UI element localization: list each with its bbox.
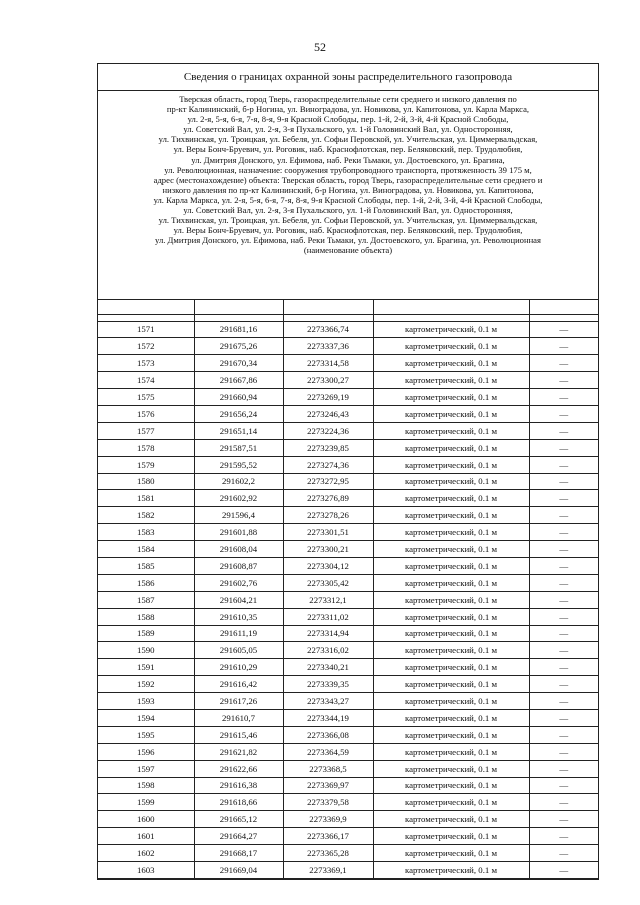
accuracy-cell: — [529, 524, 598, 541]
x-coordinate-cell: 291660,94 [194, 389, 283, 406]
point-number-cell: 1588 [98, 608, 194, 625]
accuracy-cell: — [529, 338, 598, 355]
point-number-cell: 1579 [98, 456, 194, 473]
y-coordinate-cell: 2273366,74 [283, 321, 373, 338]
y-coordinate-cell: 2273301,51 [283, 524, 373, 541]
accuracy-cell: — [529, 608, 598, 625]
point-number-cell: 1577 [98, 422, 194, 439]
accuracy-cell: — [529, 642, 598, 659]
description-line: низкого давления по пр-кт Калининский, б-р Ногина, ул. Виноградова, ул. Новикова, ул. Капитонова, [162, 184, 534, 195]
method-cell: картометрический, 0.1 м [373, 608, 529, 625]
x-coordinate-cell: 291608,87 [194, 557, 283, 574]
table-row [98, 743, 598, 760]
method-cell: картометрический, 0.1 м [373, 845, 529, 862]
accuracy-cell: — [529, 456, 598, 473]
method-cell: картометрический, 0.1 м [373, 372, 529, 389]
x-coordinate-cell: 291611,19 [194, 625, 283, 642]
description-line: ул. Советский Вал, ул. 2-я, 3-я Пухальского, ул. 1-й Головинский Вал, ул. Односторонняя, [183, 205, 513, 216]
table-row [98, 473, 598, 490]
table-row [98, 490, 598, 507]
accuracy-cell: — [529, 760, 598, 777]
point-number-cell: 1593 [98, 693, 194, 710]
point-number-cell: 1598 [98, 777, 194, 794]
accuracy-cell: — [529, 743, 598, 760]
y-coordinate-cell: 2273364,59 [283, 743, 373, 760]
x-coordinate-cell: 291595,52 [194, 456, 283, 473]
method-cell: картометрический, 0.1 м [373, 862, 529, 879]
y-coordinate-cell: 2273339,35 [283, 676, 373, 693]
y-coordinate-cell: 2273272,95 [283, 473, 373, 490]
point-number-cell: 1575 [98, 389, 194, 406]
point-number-cell: 1597 [98, 760, 194, 777]
accuracy-cell: — [529, 372, 598, 389]
y-coordinate-cell: 2273343,27 [283, 693, 373, 710]
point-number-cell: 1601 [98, 828, 194, 845]
x-coordinate-cell: 291670,34 [194, 355, 283, 372]
method-cell: картометрический, 0.1 м [373, 574, 529, 591]
point-number-cell: 1589 [98, 625, 194, 642]
table-row [98, 574, 598, 591]
header-cell [283, 314, 373, 321]
y-coordinate-cell: 2273304,12 [283, 557, 373, 574]
accuracy-cell: — [529, 574, 598, 591]
accuracy-cell: — [529, 726, 598, 743]
point-number-cell: 1574 [98, 372, 194, 389]
object-description [98, 91, 598, 300]
point-number-cell: 1572 [98, 338, 194, 355]
table-row [98, 777, 598, 794]
table-row [98, 794, 598, 811]
header-cell [283, 300, 373, 314]
x-coordinate-cell: 291622,66 [194, 760, 283, 777]
accuracy-cell: — [529, 473, 598, 490]
method-cell: картометрический, 0.1 м [373, 422, 529, 439]
header-cell [98, 314, 194, 321]
point-number-cell: 1599 [98, 794, 194, 811]
description-line: адрес (местонахождение) объекта: Тверская область, город Тверь, газораспределительные сети среднего и [153, 174, 543, 185]
y-coordinate-cell: 2273314,94 [283, 625, 373, 642]
y-coordinate-cell: 2273224,36 [283, 422, 373, 439]
table-row [98, 760, 598, 777]
accuracy-cell: — [529, 422, 598, 439]
accuracy-cell: — [529, 828, 598, 845]
x-coordinate-cell: 291667,86 [194, 372, 283, 389]
accuracy-cell: — [529, 405, 598, 422]
x-coordinate-cell: 291608,04 [194, 541, 283, 558]
accuracy-cell: — [529, 676, 598, 693]
method-cell: картометрический, 0.1 м [373, 338, 529, 355]
method-cell: картометрический, 0.1 м [373, 693, 529, 710]
y-coordinate-cell: 2273278,26 [283, 507, 373, 524]
accuracy-cell: — [529, 811, 598, 828]
header-cell [373, 314, 529, 321]
table-row [98, 811, 598, 828]
y-coordinate-cell: 2273365,28 [283, 845, 373, 862]
table-row [98, 693, 598, 710]
y-coordinate-cell: 2273337,36 [283, 338, 373, 355]
description-line: ул. Дмитрия Донского, ул. Ефимова, наб. Реки Тьмаки, ул. Достоевского, ул. Брагина, ул. Революционная [155, 235, 541, 246]
accuracy-cell: — [529, 777, 598, 794]
header-cell [529, 300, 598, 314]
method-cell: картометрический, 0.1 м [373, 777, 529, 794]
description-line: ул. Тихвинская, ул. Троицкая, ул. Бебеля, ул. Софьи Перовской, ул. Учительская, ул. Циммервальдская, [158, 215, 538, 226]
method-cell: картометрический, 0.1 м [373, 473, 529, 490]
accuracy-cell: — [529, 389, 598, 406]
table-row [98, 338, 598, 355]
point-number-cell: 1592 [98, 676, 194, 693]
method-cell: картометрический, 0.1 м [373, 676, 529, 693]
y-coordinate-cell: 2273246,43 [283, 405, 373, 422]
x-coordinate-cell: 291615,46 [194, 726, 283, 743]
y-coordinate-cell: 2273340,21 [283, 659, 373, 676]
point-number-cell: 1580 [98, 473, 194, 490]
point-number-cell: 1594 [98, 709, 194, 726]
y-coordinate-cell: 2273369,1 [283, 862, 373, 879]
table-row [98, 405, 598, 422]
accuracy-cell: — [529, 794, 598, 811]
y-coordinate-cell: 2273311,02 [283, 608, 373, 625]
x-coordinate-cell: 291651,14 [194, 422, 283, 439]
y-coordinate-cell: 2273344,19 [283, 709, 373, 726]
table-row [98, 507, 598, 524]
accuracy-cell: — [529, 659, 598, 676]
method-cell: картометрический, 0.1 м [373, 389, 529, 406]
x-coordinate-cell: 291617,26 [194, 693, 283, 710]
document-table [97, 63, 599, 880]
document-title: Сведения о границах охранной зоны распределительного газопровода [98, 64, 598, 91]
x-coordinate-cell: 291610,35 [194, 608, 283, 625]
point-number-cell: 1602 [98, 845, 194, 862]
x-coordinate-cell: 291665,12 [194, 811, 283, 828]
table-row [98, 541, 598, 558]
y-coordinate-cell: 2273379,58 [283, 794, 373, 811]
header-cell [373, 300, 529, 314]
method-cell: картометрический, 0.1 м [373, 760, 529, 777]
accuracy-cell: — [529, 321, 598, 338]
x-coordinate-cell: 291618,66 [194, 794, 283, 811]
x-coordinate-cell: 291596,4 [194, 507, 283, 524]
y-coordinate-cell: 2273274,36 [283, 456, 373, 473]
x-coordinate-cell: 291610,29 [194, 659, 283, 676]
accuracy-cell: — [529, 709, 598, 726]
point-number-cell: 1603 [98, 862, 194, 879]
table-header-row [98, 300, 598, 314]
x-coordinate-cell: 291602,92 [194, 490, 283, 507]
table-row [98, 625, 598, 642]
y-coordinate-cell: 2273366,17 [283, 828, 373, 845]
method-cell: картометрический, 0.1 м [373, 591, 529, 608]
method-cell: картометрический, 0.1 м [373, 541, 529, 558]
y-coordinate-cell: 2273369,9 [283, 811, 373, 828]
description-line: Тверская область, город Тверь, газораспределительные сети среднего и низкого давления по [179, 94, 517, 104]
table-row [98, 608, 598, 625]
point-number-cell: 1586 [98, 574, 194, 591]
x-coordinate-cell: 291616,42 [194, 676, 283, 693]
x-coordinate-cell: 291602,2 [194, 473, 283, 490]
coordinates-table [98, 300, 598, 879]
x-coordinate-cell: 291604,21 [194, 591, 283, 608]
y-coordinate-cell: 2273239,85 [283, 439, 373, 456]
y-coordinate-cell: 2273368,5 [283, 760, 373, 777]
x-coordinate-cell: 291664,27 [194, 828, 283, 845]
header-cell [529, 314, 598, 321]
description-line: ул. Тихвинская, ул. Троицкая, ул. Бебеля, ул. Софьи Перовской, ул. Учительская, ул. Циммервальдская, [158, 134, 538, 145]
method-cell: картометрический, 0.1 м [373, 439, 529, 456]
accuracy-cell: — [529, 507, 598, 524]
point-number-cell: 1587 [98, 591, 194, 608]
method-cell: картометрический, 0.1 м [373, 743, 529, 760]
table-row [98, 557, 598, 574]
point-number-cell: 1581 [98, 490, 194, 507]
method-cell: картометрический, 0.1 м [373, 726, 529, 743]
table-row [98, 659, 598, 676]
header-cell [194, 314, 283, 321]
method-cell: картометрический, 0.1 м [373, 405, 529, 422]
point-number-cell: 1591 [98, 659, 194, 676]
y-coordinate-cell: 2273314,58 [283, 355, 373, 372]
description-line: ул. Революционная, назначение: сооружения трубопроводного транспорта, протяженность 39 175 м, [164, 164, 532, 175]
point-number-cell: 1583 [98, 524, 194, 541]
table-row [98, 591, 598, 608]
table-row [98, 321, 598, 338]
description-line: (наименование объекта) [303, 245, 393, 256]
x-coordinate-cell: 291616,38 [194, 777, 283, 794]
table-row [98, 642, 598, 659]
accuracy-cell: — [529, 557, 598, 574]
x-coordinate-cell: 291656,24 [194, 405, 283, 422]
method-cell: картометрический, 0.1 м [373, 811, 529, 828]
description-line: ул. Карла Маркса, ул. 2-я, 5-я, 6-я, 7-я, 8-я, 9-я Красной Слободы, пер. 1-й, 2-й, 3-й, 4-й Красной Слободы, [153, 194, 543, 205]
accuracy-cell: — [529, 541, 598, 558]
table-row [98, 862, 598, 879]
table-row [98, 676, 598, 693]
x-coordinate-cell: 291610,7 [194, 709, 283, 726]
x-coordinate-cell: 291621,82 [194, 743, 283, 760]
method-cell: картометрический, 0.1 м [373, 507, 529, 524]
method-cell: картометрический, 0.1 м [373, 355, 529, 372]
description-line: пр-кт Калининский, б-р Ногина, ул. Виноградова, ул. Новикова, ул. Капитонова, ул. Карла Маркса, [166, 104, 530, 115]
x-coordinate-cell: 291602,76 [194, 574, 283, 591]
point-number-cell: 1571 [98, 321, 194, 338]
point-number-cell: 1578 [98, 439, 194, 456]
description-line: ул. Веры Бонч-Бруевич, ул. Роговик, наб. Краснофлотская, пер. Беляковский, пер. Трудолюбия, [173, 144, 523, 155]
y-coordinate-cell: 2273369,97 [283, 777, 373, 794]
page-number: 52 [314, 40, 326, 54]
accuracy-cell: — [529, 693, 598, 710]
table-row [98, 372, 598, 389]
table-row [98, 709, 598, 726]
x-coordinate-cell: 291669,04 [194, 862, 283, 879]
point-number-cell: 1590 [98, 642, 194, 659]
header-cell [194, 300, 283, 314]
table-row [98, 828, 598, 845]
method-cell: картометрический, 0.1 м [373, 524, 529, 541]
table-row [98, 845, 598, 862]
table-header-row [98, 314, 598, 321]
table-row [98, 422, 598, 439]
y-coordinate-cell: 2273305,42 [283, 574, 373, 591]
point-number-cell: 1600 [98, 811, 194, 828]
x-coordinate-cell: 291601,88 [194, 524, 283, 541]
point-number-cell: 1573 [98, 355, 194, 372]
point-number-cell: 1584 [98, 541, 194, 558]
y-coordinate-cell: 2273269,19 [283, 389, 373, 406]
method-cell: картометрический, 0.1 м [373, 490, 529, 507]
header-cell [98, 300, 194, 314]
y-coordinate-cell: 2273316,02 [283, 642, 373, 659]
y-coordinate-cell: 2273366,08 [283, 726, 373, 743]
description-line: ул. Веры Бонч-Бруевич, ул. Роговик, наб. Краснофлотская, пер. Беляковский, пер. Трудолюбия, [173, 225, 523, 236]
table-row [98, 726, 598, 743]
accuracy-cell: — [529, 625, 598, 642]
accuracy-cell: — [529, 591, 598, 608]
accuracy-cell: — [529, 845, 598, 862]
method-cell: картометрический, 0.1 м [373, 659, 529, 676]
y-coordinate-cell: 2273312,1 [283, 591, 373, 608]
table-row [98, 355, 598, 372]
point-number-cell: 1582 [98, 507, 194, 524]
x-coordinate-cell: 291668,17 [194, 845, 283, 862]
accuracy-cell: — [529, 862, 598, 879]
table-row [98, 439, 598, 456]
accuracy-cell: — [529, 355, 598, 372]
y-coordinate-cell: 2273300,21 [283, 541, 373, 558]
x-coordinate-cell: 291587,51 [194, 439, 283, 456]
x-coordinate-cell: 291675,26 [194, 338, 283, 355]
table-row [98, 389, 598, 406]
description-line: ул. 2-я, 5-я, 6-я, 7-я, 8-я, 9-я Красной Слободы, пер. 1-й, 2-й, 3-й, 4-й Красной Слободы, [187, 114, 509, 125]
x-coordinate-cell: 291605,05 [194, 642, 283, 659]
description-line: ул. Советский Вал, ул. 2-я, 3-я Пухальского, ул. 1-й Головинский Вал, ул. Односторонняя, [183, 124, 513, 135]
table-row [98, 524, 598, 541]
y-coordinate-cell: 2273300,27 [283, 372, 373, 389]
point-number-cell: 1576 [98, 405, 194, 422]
point-number-cell: 1595 [98, 726, 194, 743]
method-cell: картометрический, 0.1 м [373, 794, 529, 811]
accuracy-cell: — [529, 439, 598, 456]
x-coordinate-cell: 291681,16 [194, 321, 283, 338]
method-cell: картометрический, 0.1 м [373, 321, 529, 338]
y-coordinate-cell: 2273276,89 [283, 490, 373, 507]
table-row [98, 456, 598, 473]
point-number-cell: 1585 [98, 557, 194, 574]
description-line: ул. Дмитрия Донского, ул. Ефимова, наб. Реки Тьмаки, ул. Достоевского, ул. Брагина, [191, 154, 505, 165]
method-cell: картометрический, 0.1 м [373, 557, 529, 574]
point-number-cell: 1596 [98, 743, 194, 760]
accuracy-cell: — [529, 490, 598, 507]
method-cell: картометрический, 0.1 м [373, 456, 529, 473]
method-cell: картометрический, 0.1 м [373, 642, 529, 659]
method-cell: картометрический, 0.1 м [373, 709, 529, 726]
method-cell: картометрический, 0.1 м [373, 828, 529, 845]
method-cell: картометрический, 0.1 м [373, 625, 529, 642]
